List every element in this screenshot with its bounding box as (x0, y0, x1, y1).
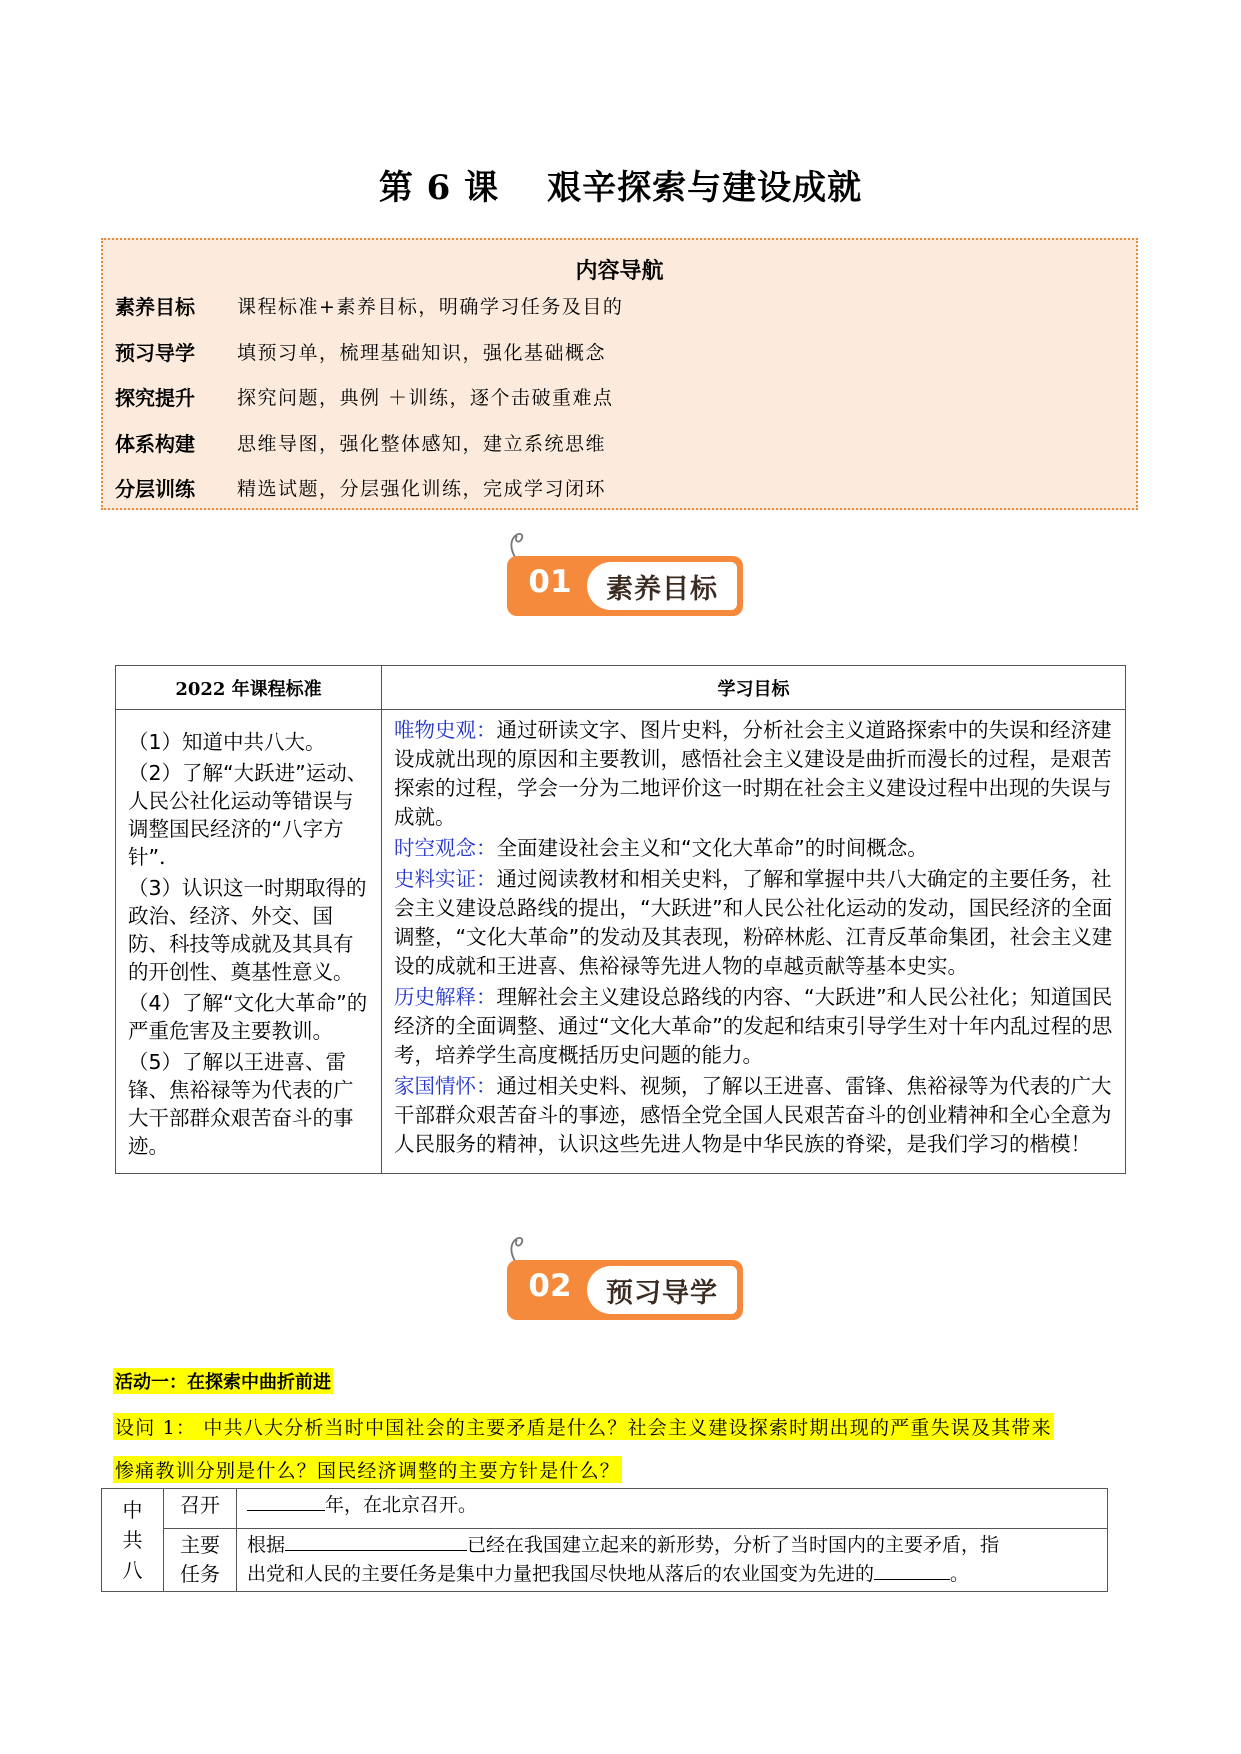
fill-row-main-task (102, 1529, 1108, 1592)
standard-item: （4）了解“文化大革命”的严重危害及主要教训。 (128, 991, 368, 1043)
objective-label: 家国情怀： (394, 1074, 497, 1098)
objective-text: 通过阅读教材和相关史料，了解和掌握中共八大确定的主要任务，社会主义建设总路线的提出，“大跃进”和人民公社化运动的发动，国民经济的全面调整，“文化大革命”的发动及其表现，粉碎林彪、江青反革命集团，社会主义建设的成就和王进喜、焦裕禄等先进人物的卓越贡献等基本史实。 (394, 867, 1113, 978)
goals-table-header-row (116, 666, 1126, 710)
nav-heading: 内容导航 (575, 258, 664, 284)
fill-blank-basis[interactable] (285, 1531, 467, 1551)
objective-item (394, 1072, 1117, 1159)
header-curriculum-standard: 2022 年课程标准 (116, 666, 382, 710)
row-value-line2: 出党和人民的主要任务是集中力量把我国尽快地从落后的农业国变为先进的 (247, 1563, 875, 1585)
row-key-line: 主要 (180, 1533, 220, 1557)
objective-label: 史料实证： (394, 867, 497, 891)
objective-label: 历史解释： (394, 985, 497, 1009)
nav-row-key: 探究提升 (115, 385, 195, 410)
objective-label: 唯物史观： (394, 718, 497, 742)
side-label-char: 八 (122, 1558, 143, 1582)
fill-row-convened (102, 1489, 1108, 1529)
objective-text: 理解社会主义建设总路线的内容、“大跃进”和人民公社化；知道国民经济的全面调整、通过“文化大革命”的发起和结束引导学生对十年内乱过程的思考，培养学生高度概括历史问题的能力。 (394, 985, 1113, 1067)
nav-row-key: 预习导学 (115, 340, 195, 365)
row-value-end: 。 (950, 1563, 970, 1585)
row-value (237, 1529, 1108, 1592)
nav-row-key: 素养目标 (115, 294, 195, 319)
section-badge-literacy-goals (507, 548, 743, 618)
lesson-number: 第 6 课 (378, 168, 500, 208)
nav-row (115, 336, 606, 366)
row-key-line: 任务 (180, 1562, 220, 1586)
goals-table-body-row (116, 710, 1126, 1174)
objective-text: 通过相关史料、视频，了解以王进喜、雷锋、焦裕禄等为代表的广大干部群众艰苦奋斗的事迹，感悟全党全国人民艰苦奋斗的创业精神和全心全意为人民服务的精神，认识这些先进人物是中华民族的脊梁，是我们学习的楷模！ (394, 1074, 1112, 1156)
badge-label: 素养目标 (587, 562, 737, 610)
nav-row-value: 探究问题，典例 ＋训练，逐个击破重难点 (237, 386, 614, 409)
standard-item: （1）知道中共八大。 (128, 730, 326, 754)
objective-item (394, 865, 1117, 981)
badge-dots-icon (729, 566, 737, 606)
nav-row (115, 381, 614, 411)
badge-label: 预习导学 (587, 1266, 737, 1314)
badge-dots-icon (729, 1270, 737, 1310)
row-value-text: 年，在北京召开。 (325, 1494, 478, 1516)
question-line-2: 惨痛教训分别是什么？国民经济调整的主要方针是什么？ (113, 1456, 622, 1483)
side-label-cell (102, 1489, 164, 1592)
row-key: 召开 (164, 1489, 237, 1529)
row-key (164, 1529, 237, 1592)
objective-label: 时空观念： (394, 836, 497, 860)
nav-row-value: 精选试题，分层强化训练，完成学习闭环 (237, 477, 607, 500)
objective-text: 全面建设社会主义和“文化大革命”的时间概念。 (496, 836, 928, 860)
standard-item: （3）认识这一时期取得的政治、经济、外交、国防、科技等成就及其具有的开创性、奠基性意义。 (128, 876, 367, 984)
objective-item (394, 834, 1117, 863)
content-navigation-box (101, 238, 1138, 510)
fill-blank-year[interactable] (247, 1491, 325, 1511)
nav-row (115, 427, 606, 457)
row-value (237, 1489, 1108, 1529)
nav-row-value: 思维导图，强化整体感知，建立系统思维 (237, 432, 607, 455)
row-value-prefix: 根据 (247, 1534, 286, 1556)
learning-objectives-cell (382, 710, 1126, 1174)
objective-item (394, 716, 1117, 832)
standard-item: （5）了解以王进喜、雷锋、焦裕禄等为代表的广大干部群众艰苦奋斗的事迹。 (128, 1050, 354, 1158)
objective-text: 通过研读文字、图片史料，分析社会主义道路探索中的失误和经济建设成就出现的原因和主要教训，感悟社会主义建设是曲折而漫长的过程，是艰苦探索的过程，学会一分为二地评价这一时期在社会主义建设过程中出现的失误与成就。 (394, 718, 1112, 829)
lesson-name: 艰辛探索与建设成就 (547, 168, 863, 208)
curriculum-standards-cell (116, 710, 382, 1174)
goals-table (115, 665, 1126, 1174)
header-learning-objectives: 学习目标 (382, 666, 1126, 710)
fill-in-table (101, 1488, 1108, 1592)
nav-row-key: 分层训练 (115, 476, 195, 501)
nav-row (115, 290, 623, 320)
fill-blank-target[interactable] (874, 1560, 950, 1580)
side-label-char: 共 (122, 1528, 143, 1552)
question-line-1: 设问 1： 中共八大分析当时中国社会的主要矛盾是什么？社会主义建设探索时期出现的严重失误及其带来 (113, 1413, 1054, 1440)
badge-number: 01 (528, 564, 572, 600)
nav-row-key: 体系构建 (115, 431, 195, 456)
side-label-char: 中 (122, 1498, 143, 1522)
nav-row (115, 472, 606, 502)
nav-row-value: 填预习单，梳理基础知识，强化基础概念 (237, 341, 607, 364)
activity-title: 活动一：在探索中曲折前进 (113, 1368, 333, 1394)
badge-number: 02 (528, 1268, 572, 1304)
row-value-middle: 已经在我国建立起来的新形势，分析了当时国内的主要矛盾，指 (467, 1534, 1000, 1556)
objective-item (394, 983, 1117, 1070)
standard-item: （2）了解“大跃进”运动、人民公社化运动等错误与调整国民经济的“八字方针”． (128, 761, 368, 869)
nav-row-value: 课程标准+素养目标，明确学习任务及目的 (237, 295, 624, 318)
section-badge-preview-guide (507, 1252, 743, 1322)
page-title (0, 160, 1241, 209)
